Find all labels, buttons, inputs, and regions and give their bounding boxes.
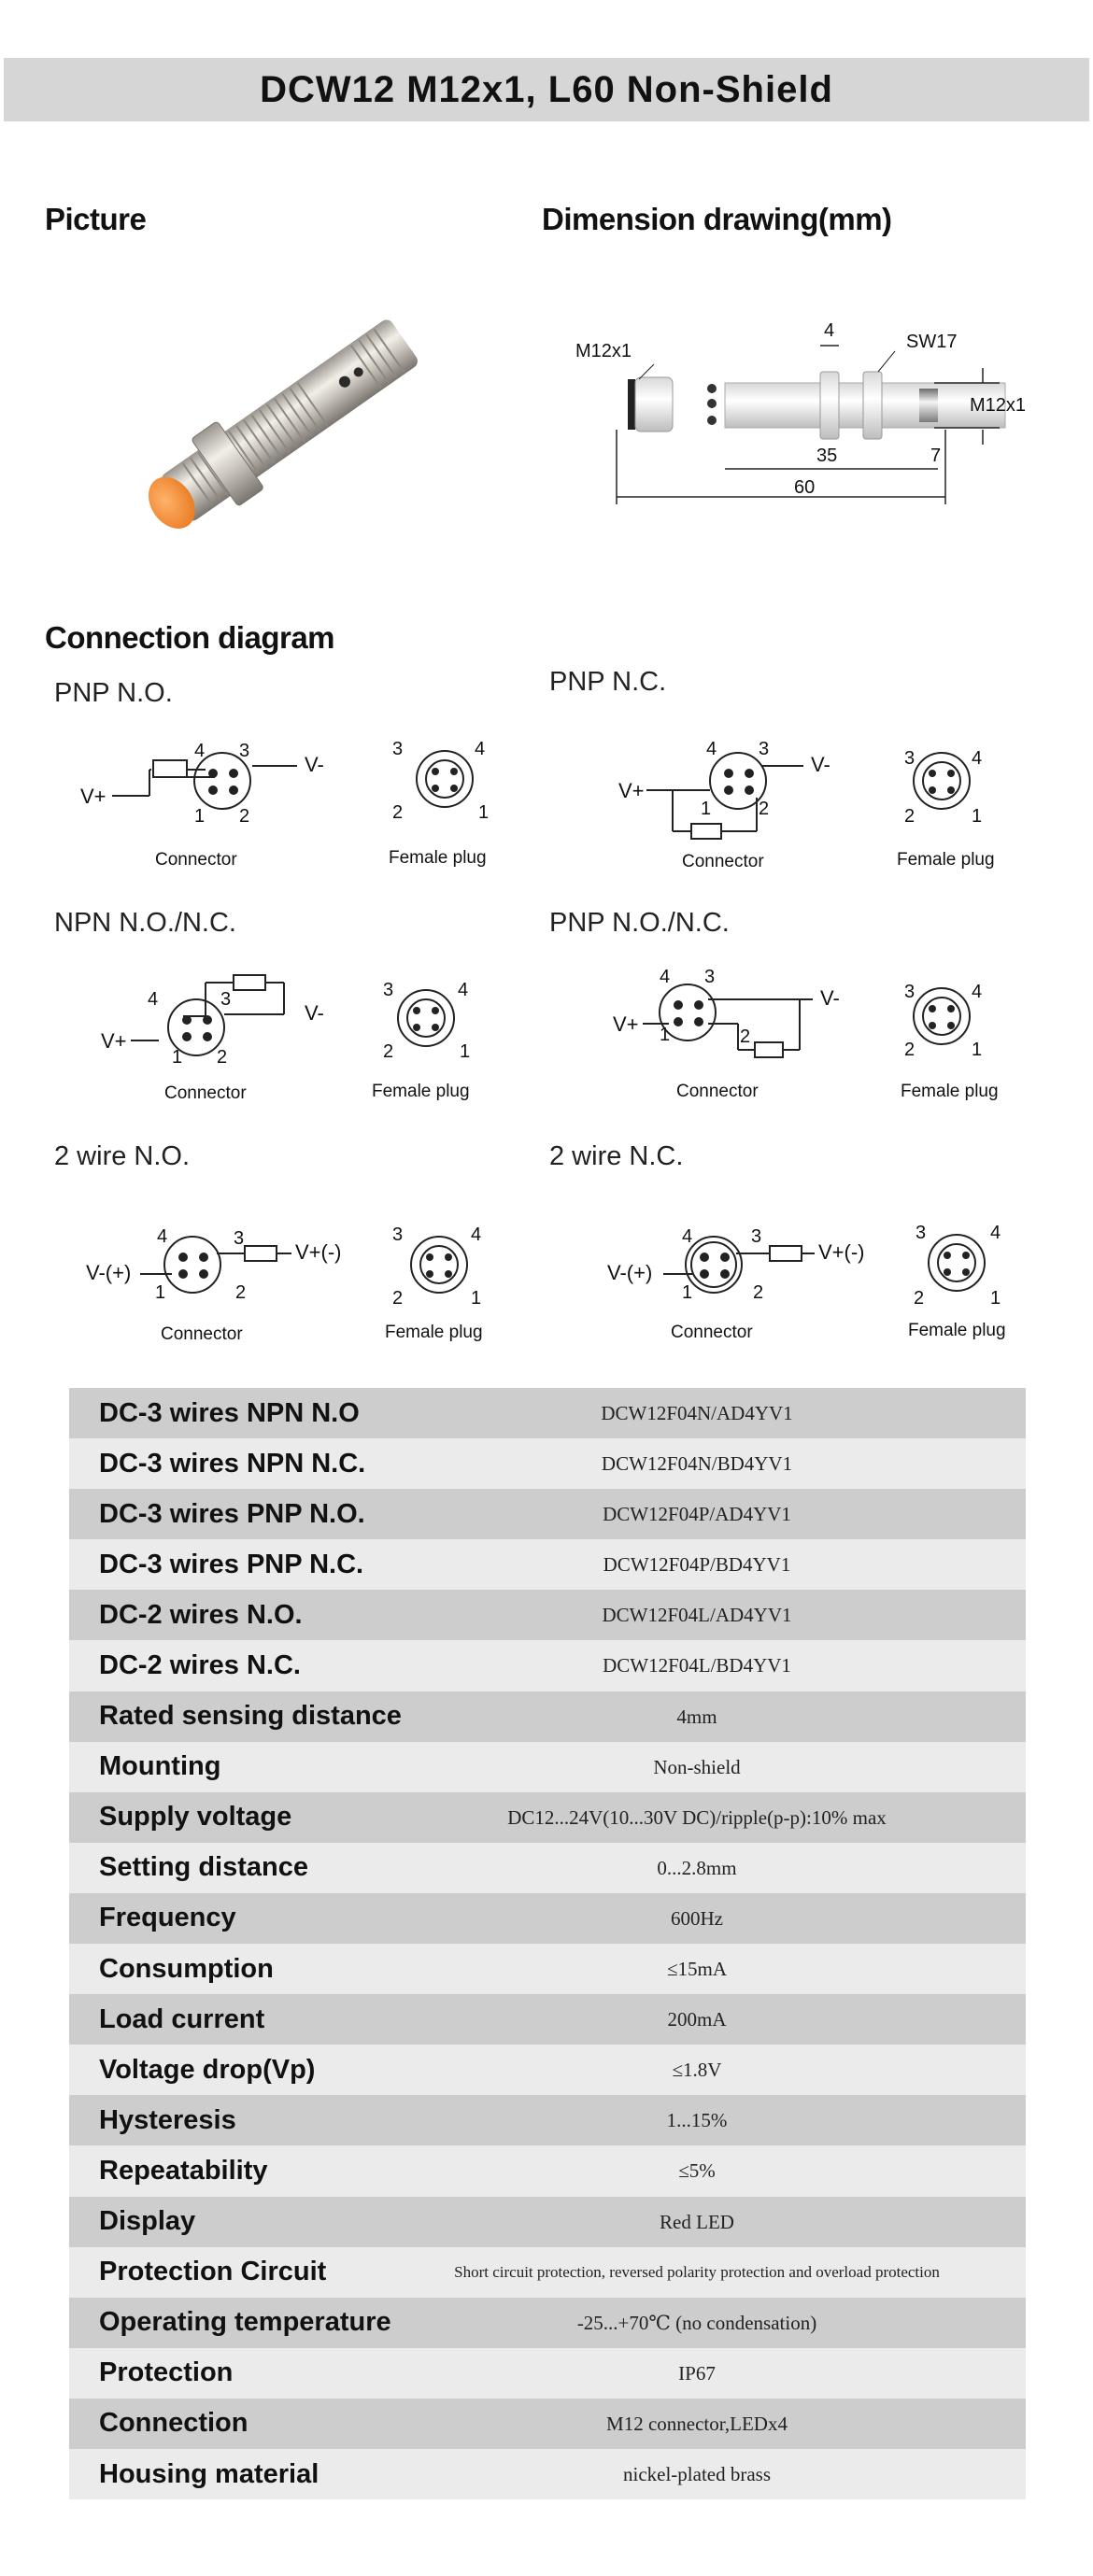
- plug-pin-label: 4: [458, 980, 469, 1000]
- pin-label: 3: [220, 989, 232, 1010]
- page-title: DCW12 M12x1, L60 Non-Shield: [4, 58, 1089, 121]
- diagram-title-2wire-nc: 2 wire N.C.: [549, 1141, 684, 1171]
- pin-label: 4: [682, 1226, 693, 1247]
- spec-value: 0...2.8mm: [657, 1856, 737, 1879]
- spec-row: [69, 2095, 1026, 2145]
- female-plug-label: Female plug: [901, 1082, 999, 1101]
- spec-row: [69, 1388, 1026, 1438]
- pin-label: 2: [740, 1026, 751, 1047]
- pin-label: 4: [660, 967, 671, 987]
- spec-table: [69, 1388, 1026, 2499]
- spec-name: Protection: [99, 2357, 234, 2388]
- spec-value: 4mm: [676, 1705, 717, 1728]
- plug-pin-label: 4: [972, 748, 983, 769]
- spec-name: Operating temperature: [99, 2307, 391, 2338]
- pin-label: 2: [753, 1282, 764, 1303]
- spec-row: [69, 2399, 1026, 2449]
- plug-pin-label: 2: [904, 806, 916, 827]
- connector-label: Connector: [155, 850, 237, 870]
- spec-value: 600Hz: [671, 1906, 723, 1930]
- spec-value: DCW12F04N/BD4YV1: [601, 1452, 793, 1476]
- plug-pin-label: 4: [471, 1224, 482, 1245]
- dim-thread-left: M12x1: [575, 341, 632, 361]
- spec-name: DC-3 wires PNP N.O.: [99, 1498, 365, 1529]
- spec-row: [69, 2145, 1026, 2196]
- plug-pin-label: 1: [972, 1040, 983, 1060]
- spec-value: DCW12F04N/AD4YV1: [601, 1402, 793, 1425]
- spec-name: DC-3 wires NPN N.C.: [99, 1448, 366, 1479]
- dim-wrench: SW17: [906, 332, 958, 352]
- female-plug-label: Female plug: [385, 1323, 483, 1342]
- spec-row: [69, 1539, 1026, 1590]
- female-plug-label: Female plug: [372, 1082, 470, 1101]
- connector-label: Connector: [164, 1083, 247, 1103]
- pin-label: 3: [704, 967, 716, 987]
- spec-name: Display: [99, 2206, 196, 2237]
- npn-vplus: V+: [101, 1029, 127, 1053]
- pin-label: 4: [157, 1226, 168, 1247]
- plug-pin-label: 3: [916, 1223, 927, 1243]
- spec-row: [69, 1438, 1026, 1489]
- pin-label: 3: [759, 739, 770, 759]
- spec-row: [69, 2045, 1026, 2095]
- pnp-no-vminus: V-: [305, 753, 324, 776]
- dim-thread-length: 35: [816, 446, 838, 466]
- plug-pin-label: 3: [904, 748, 916, 769]
- female-plug-label: Female plug: [908, 1321, 1006, 1340]
- spec-name: Mounting: [99, 1751, 221, 1782]
- spec-value: DCW12F04L/AD4YV1: [602, 1604, 792, 1627]
- dim-thread-right: M12x1: [970, 395, 1027, 416]
- pin-label: 2: [759, 799, 770, 819]
- pin-label: 3: [234, 1228, 245, 1249]
- pin-label: 4: [706, 739, 717, 759]
- diagram-title-npn-nonc: NPN N.O./N.C.: [54, 908, 236, 938]
- spec-row: [69, 1893, 1026, 1944]
- npn-vminus: V-: [305, 1001, 324, 1025]
- pnp-nonc-vplus: V+: [613, 1012, 639, 1036]
- connector-label: Connector: [671, 1323, 753, 1342]
- pnp-no-vplus: V+: [80, 785, 106, 808]
- diagram-title-2wire-no: 2 wire N.O.: [54, 1141, 191, 1171]
- wiring-diagram-pnp-nc: [617, 729, 1065, 878]
- spec-name: Rated sensing distance: [99, 1701, 402, 1732]
- pin-label: 1: [155, 1282, 166, 1303]
- pin-label: 4: [148, 989, 159, 1010]
- plug-pin-label: 1: [471, 1288, 482, 1309]
- pin-label: 2: [235, 1282, 247, 1303]
- diagram-title-pnp-nc: PNP N.C.: [549, 667, 667, 697]
- pnp-nc-vminus: V-: [811, 753, 830, 776]
- spec-row: [69, 2449, 1026, 2499]
- 2wire-no-vplus: V+(-): [295, 1240, 342, 1264]
- dimension-drawing: [561, 308, 1046, 532]
- plug-pin-label: 1: [990, 1288, 1001, 1309]
- spec-name: Frequency: [99, 1903, 236, 1933]
- dim-total-length: 60: [794, 477, 816, 498]
- spec-value: IP67: [678, 2361, 716, 2385]
- wiring-diagram-pnp-nonc: [607, 962, 1056, 1111]
- dim-nut-width: 4: [824, 320, 835, 341]
- spec-name: DC-3 wires NPN N.O: [99, 1397, 360, 1428]
- 2wire-nc-vplus: V+(-): [818, 1240, 865, 1264]
- spec-value: ≤15mA: [666, 1958, 728, 1981]
- 2wire-nc-vminus: V-(+): [607, 1261, 653, 1284]
- spec-value: 200mA: [667, 2008, 727, 2031]
- spec-value: Non-shield: [653, 1755, 741, 1778]
- spec-value: -25...+70℃ (no condensation): [576, 2311, 817, 2334]
- spec-row: [69, 2298, 1026, 2348]
- picture-heading: Picture: [45, 202, 147, 236]
- spec-row: [69, 1489, 1026, 1539]
- plug-pin-label: 2: [904, 1040, 916, 1060]
- spec-row: [69, 2247, 1026, 2298]
- plug-pin-label: 3: [392, 1224, 404, 1245]
- spec-row: [69, 1944, 1026, 1994]
- spec-name: Consumption: [99, 1953, 274, 1984]
- pnp-nc-vplus: V+: [618, 779, 645, 802]
- plug-pin-label: 2: [914, 1288, 925, 1309]
- spec-name: Connection: [99, 2408, 248, 2439]
- spec-name: Load current: [99, 2003, 265, 2034]
- wiring-diagram-npn-nonc: [93, 962, 542, 1111]
- 2wire-no-vminus: V-(+): [86, 1261, 132, 1284]
- spec-row: [69, 1843, 1026, 1893]
- plug-pin-label: 1: [972, 806, 983, 827]
- plug-pin-label: 3: [392, 739, 404, 759]
- dim-tail-length: 7: [930, 446, 942, 466]
- spec-name: DC-2 wires N.O.: [99, 1599, 303, 1630]
- female-plug-label: Female plug: [389, 848, 487, 868]
- spec-name: Hysteresis: [99, 2104, 236, 2135]
- pin-label: 1: [701, 799, 712, 819]
- spec-value: nickel-plated brass: [622, 2462, 772, 2485]
- spec-row: [69, 1691, 1026, 1742]
- spec-name: Repeatability: [99, 2155, 268, 2186]
- pin-label: 3: [751, 1226, 762, 1247]
- plug-pin-label: 4: [990, 1223, 1001, 1243]
- plug-pin-label: 2: [392, 1288, 404, 1309]
- diagram-title-pnp-no: PNP N.O.: [54, 678, 173, 708]
- sensor-photo: [112, 280, 467, 560]
- plug-pin-label: 3: [904, 982, 916, 1002]
- connection-heading: Connection diagram: [45, 620, 335, 655]
- connector-label: Connector: [161, 1324, 243, 1344]
- connector-label: Connector: [676, 1082, 759, 1101]
- spec-value: 1...15%: [666, 2109, 728, 2132]
- plug-pin-label: 3: [383, 980, 394, 1000]
- wiring-diagram-pnp-no: [75, 729, 523, 878]
- spec-row: [69, 1742, 1026, 1792]
- spec-name: DC-2 wires N.C.: [99, 1650, 301, 1681]
- spec-name: Protection Circuit: [99, 2257, 327, 2287]
- pin-label: 3: [239, 741, 250, 761]
- spec-value: DCW12F04P/BD4YV1: [603, 1553, 791, 1577]
- wiring-diagram-2wire-nc: [605, 1201, 1054, 1351]
- spec-name: Housing material: [99, 2458, 319, 2489]
- connector-label: Connector: [682, 852, 764, 871]
- plug-pin-label: 4: [475, 739, 486, 759]
- dimension-heading: Dimension drawing(mm): [542, 202, 892, 236]
- spec-value: M12 connector,LEDx4: [606, 2412, 788, 2435]
- wiring-diagram-2wire-no: [84, 1201, 532, 1351]
- spec-value: DCW12F04P/AD4YV1: [603, 1503, 791, 1526]
- spec-row: [69, 1994, 1026, 2045]
- pin-label: 4: [194, 741, 206, 761]
- spec-name: Setting distance: [99, 1852, 308, 1883]
- pin-label: 2: [217, 1047, 228, 1068]
- spec-name: DC-3 wires PNP N.C.: [99, 1549, 364, 1579]
- spec-row: [69, 2197, 1026, 2247]
- spec-row: [69, 1792, 1026, 1843]
- spec-value: ≤1.8V: [672, 2059, 722, 2082]
- spec-row: [69, 1590, 1026, 1640]
- plug-pin-label: 2: [383, 1041, 394, 1062]
- spec-row: [69, 1640, 1026, 1691]
- plug-pin-label: 2: [392, 802, 404, 823]
- diagram-title-pnp-nonc: PNP N.O./N.C.: [549, 908, 730, 938]
- spec-name: Voltage drop(Vp): [99, 2054, 316, 2085]
- spec-row: [69, 2348, 1026, 2399]
- spec-value: DC12...24V(10...30V DC)/ripple(p-p):10% max: [507, 1805, 887, 1829]
- plug-pin-label: 1: [460, 1041, 471, 1062]
- spec-value: Red LED: [660, 2210, 734, 2233]
- pin-label: 1: [660, 1025, 671, 1045]
- spec-name: Supply voltage: [99, 1802, 292, 1833]
- spec-value: Short circuit protection, reversed polarity protection and overload protection: [454, 2262, 940, 2281]
- spec-value: DCW12F04L/BD4YV1: [603, 1654, 791, 1677]
- pin-label: 1: [682, 1282, 693, 1303]
- pin-label: 1: [172, 1047, 183, 1068]
- spec-value: ≤5%: [678, 2159, 716, 2183]
- pnp-nonc-vminus: V-: [820, 986, 840, 1010]
- pin-label: 1: [194, 806, 206, 827]
- female-plug-label: Female plug: [897, 850, 995, 870]
- plug-pin-label: 4: [972, 982, 983, 1002]
- plug-pin-label: 1: [478, 802, 490, 823]
- pin-label: 2: [239, 806, 250, 827]
